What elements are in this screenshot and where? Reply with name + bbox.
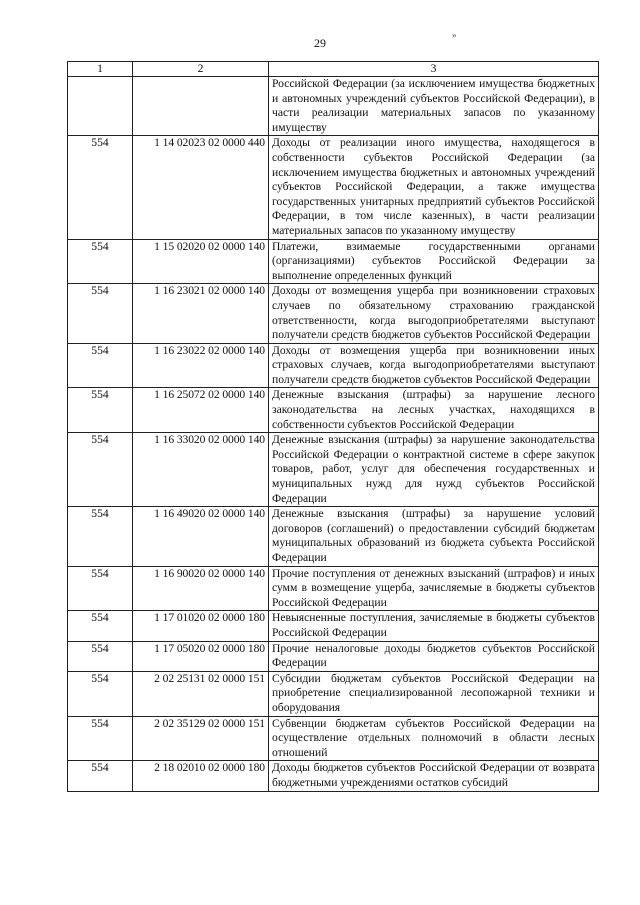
description-cell: Российской Федерации (за исключением имущества бюджетных и автономных учреждений субъектов Российской Федерации), в части реализации материальных запасов по указанному имуществу [269, 77, 599, 136]
table-header-row [68, 62, 599, 77]
admin-code-cell: 554 [68, 388, 133, 433]
table-row [68, 671, 599, 716]
description-cell: Денежные взыскания (штрафы) за нарушение законодательства Российской Федерации о контрактной системе в сфере закупок товаров, работ, услуг для обеспечения государственных и муниципальных нужд для нужд субъектов Российской Федерации [269, 433, 599, 507]
revenue-codes-table [67, 61, 599, 792]
admin-code-cell: 554 [68, 284, 133, 343]
description-cell: Платежи, взимаемые государственными органами (организациями) субъектов Российской Федерации за выполнение определенных функций [269, 239, 599, 284]
description-cell: Субвенции бюджетам субъектов Российской Федерации на осуществление отдельных полномочий в области лесных отношений [269, 716, 599, 761]
budget-code-cell: 2 02 25131 02 0000 151 [133, 671, 269, 716]
budget-code-cell: 2 18 02010 02 0000 180 [133, 761, 269, 791]
budget-code-cell: 1 16 25072 02 0000 140 [133, 388, 269, 433]
budget-code-cell: 1 16 23021 02 0000 140 [133, 284, 269, 343]
column-header-admin: 1 [68, 62, 133, 77]
table-row [68, 761, 599, 791]
budget-code-cell: 1 16 23022 02 0000 140 [133, 343, 269, 388]
admin-code-cell: 554 [68, 641, 133, 671]
description-cell: Субсидии бюджетам субъектов Российской Федерации на приобретение специализированной лесопожарной техники и оборудования [269, 671, 599, 716]
table-row [68, 239, 599, 284]
admin-code-cell [68, 77, 133, 136]
column-header-description: 3 [269, 62, 599, 77]
admin-code-cell: 554 [68, 611, 133, 641]
description-cell: Невыясненные поступления, зачисляемые в бюджеты субъектов Российской Федерации [269, 611, 599, 641]
admin-code-cell: 554 [68, 716, 133, 761]
budget-code-cell: 1 17 01020 02 0000 180 [133, 611, 269, 641]
admin-code-cell: 554 [68, 761, 133, 791]
table-row [68, 716, 599, 761]
description-cell: Денежные взыскания (штрафы) за нарушение условий договоров (соглашений) о предоставлении субсидий бюджетам муниципальных образований из бюджета субъекта Российской Федерации [269, 507, 599, 566]
page-number: 29 [314, 36, 326, 50]
admin-code-cell: 554 [68, 136, 133, 239]
corner-mark: » [452, 30, 457, 40]
description-cell: Доходы от возмещения ущерба при возникновении страховых случаев по обязательному страхованию гражданской ответственности, когда выгодоприобретателями выступают получатели средств бюджетов субъектов Российской Федерации [269, 284, 599, 343]
admin-code-cell: 554 [68, 507, 133, 566]
budget-code-cell: 1 14 02023 02 0000 440 [133, 136, 269, 239]
table-row [68, 566, 599, 611]
admin-code-cell: 554 [68, 433, 133, 507]
admin-code-cell: 554 [68, 239, 133, 284]
budget-code-cell: 1 17 05020 02 0000 180 [133, 641, 269, 671]
table-row [68, 641, 599, 671]
admin-code-cell: 554 [68, 566, 133, 611]
budget-code-cell: 1 15 02020 02 0000 140 [133, 239, 269, 284]
description-cell: Доходы от возмещения ущерба при возникновении иных страховых случаев, когда выгодоприобретателями выступают получатели средств бюджетов субъектов Российской Федерации [269, 343, 599, 388]
budget-code-cell: 1 16 33020 02 0000 140 [133, 433, 269, 507]
table-row [68, 433, 599, 507]
budget-code-cell: 1 16 90020 02 0000 140 [133, 566, 269, 611]
column-header-code: 2 [133, 62, 269, 77]
table-row [68, 343, 599, 388]
table-row [68, 507, 599, 566]
table-row [68, 77, 599, 136]
description-cell: Доходы от реализации иного имущества, находящегося в собственности субъектов Российской Федерации (за исключением имущества бюджетных и автономных учреждений субъектов Российской Федерации, а также имущества государственных унитарных предприятий субъектов Российской Федерации, в том числе казенных), в части реализации материальных запасов по указанному имуществу [269, 136, 599, 239]
description-cell: Прочие неналоговые доходы бюджетов субъектов Российской Федерации [269, 641, 599, 671]
admin-code-cell: 554 [68, 343, 133, 388]
table-row [68, 388, 599, 433]
description-cell: Доходы бюджетов субъектов Российской Федерации от возврата бюджетными учреждениями остатков субсидий [269, 761, 599, 791]
budget-code-cell [133, 77, 269, 136]
description-cell: Прочие поступления от денежных взысканий (штрафов) и иных сумм в возмещение ущерба, зачисляемые в бюджеты субъектов Российской Федерации [269, 566, 599, 611]
table-row [68, 611, 599, 641]
table-row [68, 136, 599, 239]
admin-code-cell: 554 [68, 671, 133, 716]
budget-code-cell: 2 02 35129 02 0000 151 [133, 716, 269, 761]
budget-code-cell: 1 16 49020 02 0000 140 [133, 507, 269, 566]
table-row [68, 284, 599, 343]
description-cell: Денежные взыскания (штрафы) за нарушение лесного законодательства на лесных участках, находящихся в собственности субъектов Российской Федерации [269, 388, 599, 433]
